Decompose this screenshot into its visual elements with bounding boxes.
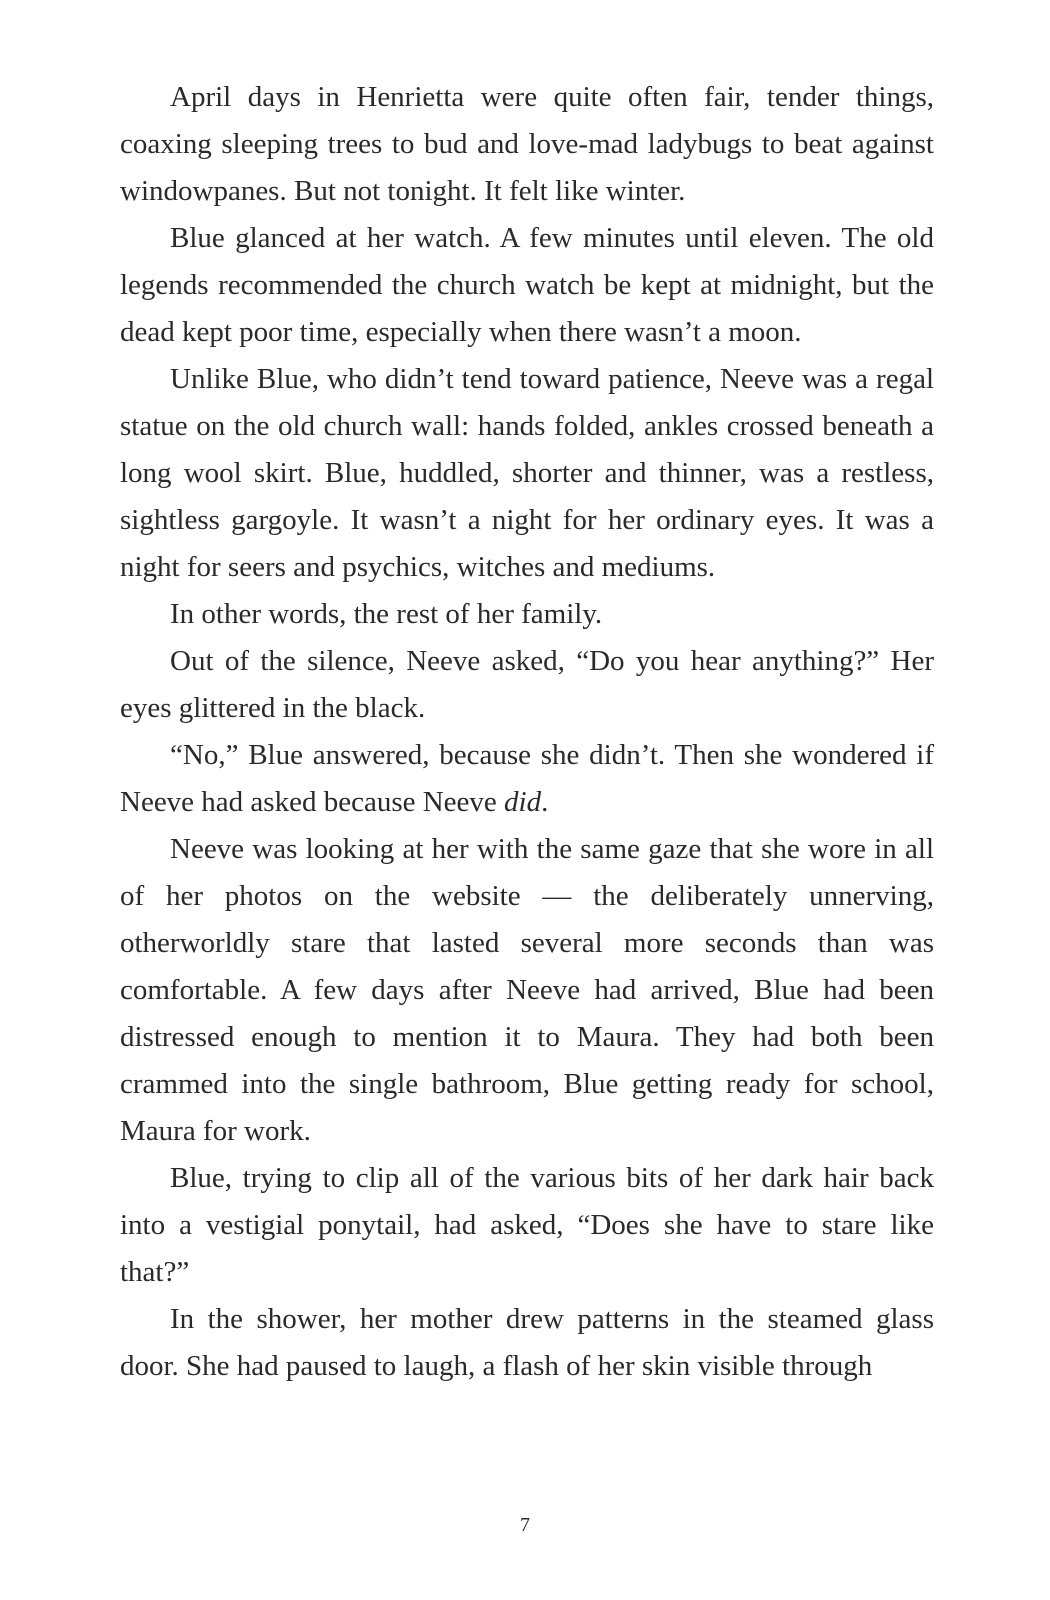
paragraph (120, 732, 934, 826)
paragraph: Neeve was looking at her with the same gaze that she wore in all of her photos on the website — the deliberately unnerving, otherworldly stare that lasted several more seconds than was comfortable. A few days after Neeve had arrived, Blue had been distressed enough to mention it to Maura. They had both been crammed into the single bathroom, Blue getting ready for school, Maura for work. (120, 833, 934, 1147)
paragraph: In the shower, her mother drew patterns in the steamed glass door. She had paused to laugh, a flash of her skin visible through (120, 1303, 934, 1382)
paragraph: Blue, trying to clip all of the various bits of her dark hair back into a vestigial ponytail, had asked, “Does she have to stare like that?” (120, 1162, 934, 1288)
paragraph-text: . (541, 786, 549, 818)
emphasized-word: did (504, 786, 542, 818)
paragraph: Unlike Blue, who didn’t tend toward patience, Neeve was a regal statue on the old church wall: hands folded, ankles crossed beneath a long wool skirt. Blue, huddled, shorter and thinner, was a restless, sightless gargoyle. It wasn’t a night for her ordinary eyes. It was a night for seers and psychics, witches and mediums. (120, 363, 934, 583)
paragraph: In other words, the rest of her family. (170, 598, 603, 630)
page-number: 7 (520, 1514, 530, 1536)
paragraph: April days in Henrietta were quite often fair, tender things, coaxing sleeping trees to bud and love-mad ladybugs to beat against windowpanes. But not tonight. It felt like winter. (120, 81, 934, 207)
paragraph: Out of the silence, Neeve asked, “Do you hear anything?” Her eyes glittered in the black. (120, 645, 934, 724)
body-text (120, 74, 934, 1390)
paragraph: Blue glanced at her watch. A few minutes until eleven. The old legends recommended the church watch be kept at midnight, but the dead kept poor time, especially when there wasn’t a moon. (120, 222, 934, 348)
paragraph-text: “No,” Blue answered, because she didn’t. Then she wondered if Neeve had asked because Neeve (120, 739, 934, 818)
